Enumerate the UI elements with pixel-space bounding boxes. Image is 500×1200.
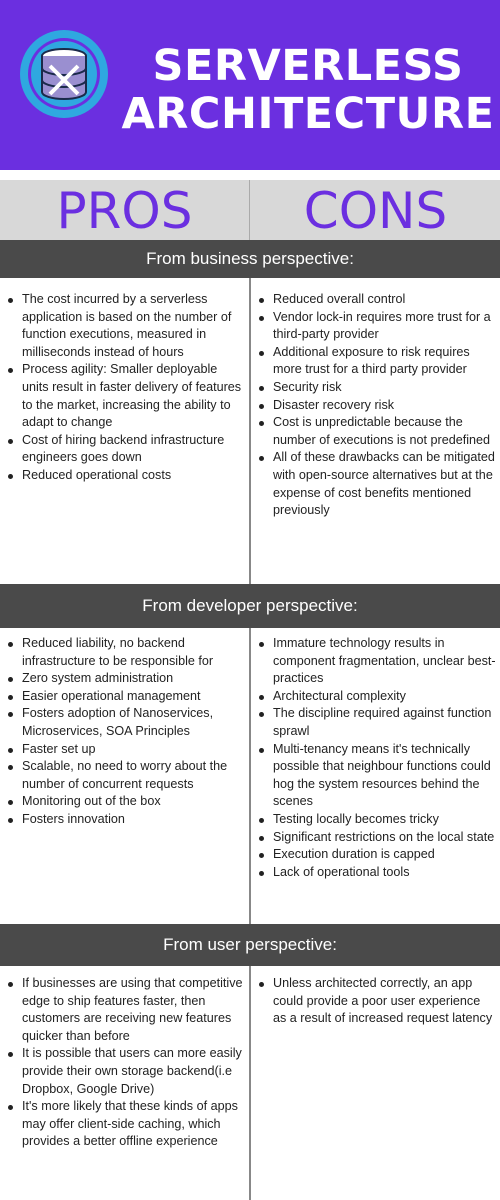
developer-pros-list [6,635,246,829]
list-item: Fosters innovation [6,811,246,829]
cons-label: CONS [303,182,448,240]
list-item: Scalable, no need to worry about the number of concurrent requests [6,758,246,793]
list-item: Reduced liability, no backend infrastructure to be responsible for [6,635,246,670]
page-title [118,42,498,138]
header-banner [0,0,500,170]
section-title: From business perspective: [146,249,354,268]
section-title: From user perspective: [163,935,337,954]
list-item: Process agility: Smaller deployable units result in faster delivery of features to the market, increasing the ability to adapt to change [6,361,246,431]
list-item: If businesses are using that competitive edge to ship features faster, then customers are receiving new features quicker than before [6,975,246,1045]
list-item: Cost of hiring backend infrastructure engineers goes down [6,432,246,467]
list-item: Immature technology results in component fragmentation, unclear best-practices [257,635,497,688]
user-pros-list [6,975,246,1151]
column-divider [249,966,251,1200]
server-database-icon [18,28,110,120]
section-title: From developer perspective: [142,596,358,615]
header-separator [0,170,500,180]
list-item: The discipline required against function sprawl [257,705,497,740]
list-item: Faster set up [6,741,246,759]
list-item: All of these drawbacks can be mitigated with open-source alternatives but at the expense of cost benefits mentioned previously [257,449,497,519]
list-item: Significant restrictions on the local state [257,829,497,847]
list-item: Security risk [257,379,497,397]
list-item: Execution duration is capped [257,846,497,864]
column-divider [249,628,251,924]
list-item: Cost is unpredictable because the number of executions is not predefined [257,414,497,449]
list-item: Easier operational management [6,688,246,706]
business-cons-list [257,291,497,520]
list-item: Reduced operational costs [6,467,246,485]
title-line-2: ARCHITECTURE [121,89,495,139]
section-developer-heading [0,584,500,628]
section-user-heading [0,924,500,966]
developer-cons-list [257,635,497,881]
list-item: Architectural complexity [257,688,497,706]
section-business-heading [0,240,500,278]
title-line-1: SERVERLESS [152,41,464,91]
header-column-divider [249,180,250,240]
list-item: Fosters adoption of Nanoservices, Microservices, SOA Principles [6,705,246,740]
list-item: Reduced overall control [257,291,497,309]
list-item: It's more likely that these kinds of apps may offer client-side caching, which provides a better offline experience [6,1098,246,1151]
list-item: The cost incurred by a serverless application is based on the number of function executions, measured in milliseconds instead of hours [6,291,246,361]
user-cons-list [257,975,497,1028]
list-item: Multi-tenancy means it's technically possible that neighbour functions could hog the system resources behind the scenes [257,741,497,811]
column-divider [249,278,251,584]
list-item: Vendor lock-in requires more trust for a third-party provider [257,309,497,344]
list-item: It is possible that users can more easily provide their own storage backend(i.e Dropbox, Google Drive) [6,1045,246,1098]
pros-cons-header [0,180,500,240]
list-item: Zero system administration [6,670,246,688]
list-item: Additional exposure to risk requires more trust for a third party provider [257,344,497,379]
pros-label: PROS [56,182,193,240]
list-item: Monitoring out of the box [6,793,246,811]
business-pros-list [6,291,246,485]
list-item: Disaster recovery risk [257,397,497,415]
list-item: Unless architected correctly, an app could provide a poor user experience as a result of increased request latency [257,975,497,1028]
list-item: Lack of operational tools [257,864,497,882]
list-item: Testing locally becomes tricky [257,811,497,829]
